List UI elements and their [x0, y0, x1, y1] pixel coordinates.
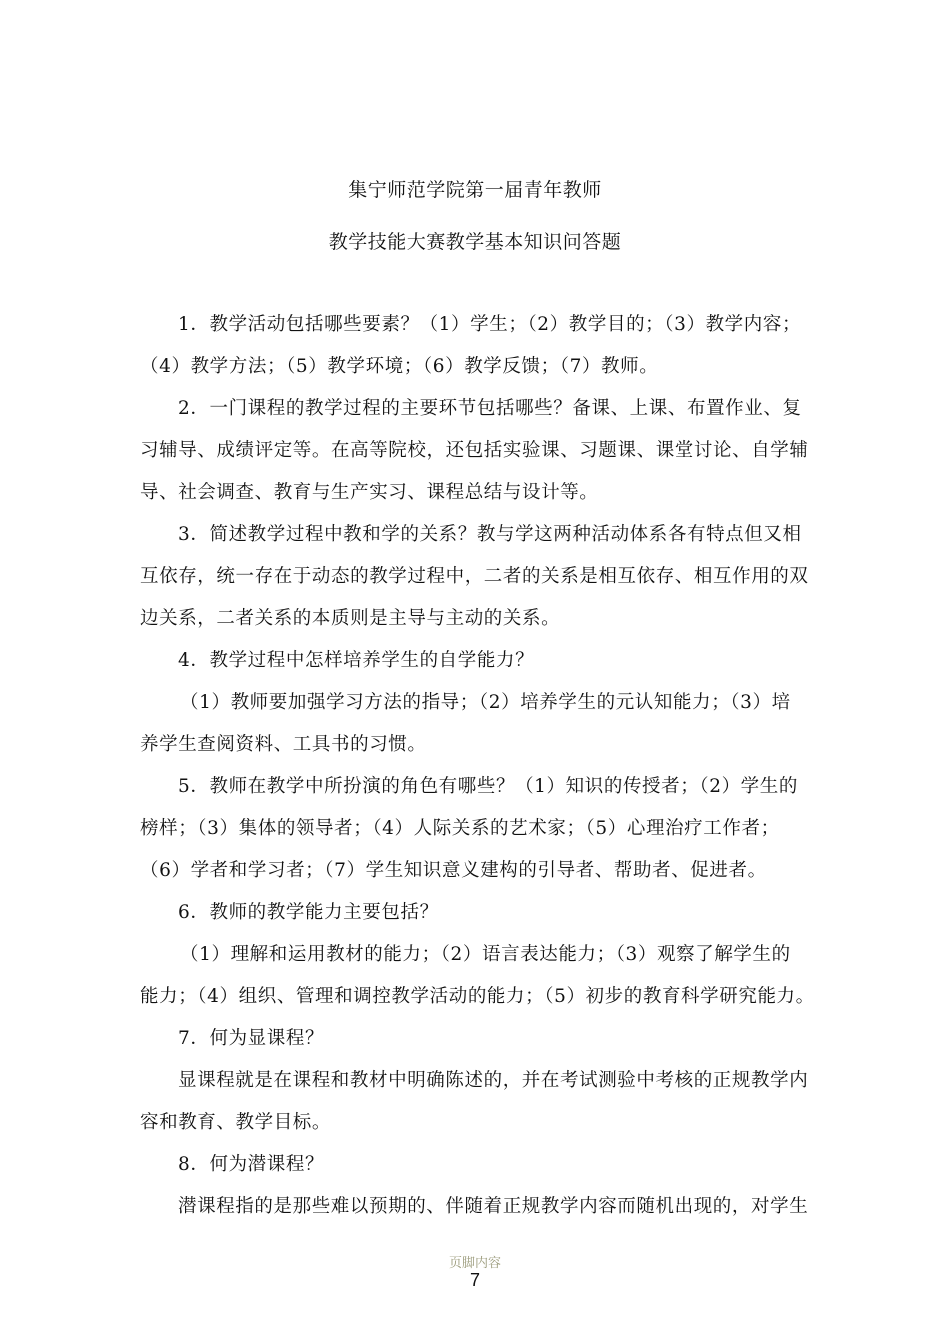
text-line: 4．教学过程中怎样培养学生的自学能力？ — [178, 650, 535, 671]
text-line: 习辅导、成绩评定等。在高等院校，还包括实验课、习题课、课堂讨论、自学辅 — [140, 440, 809, 461]
text-line: 显课程就是在课程和教材中明确陈述的，并在考试测验中考核的正规教学内 — [178, 1070, 809, 1091]
text-line: 养学生查阅资料、工具书的习惯。 — [140, 734, 427, 755]
text-line: （4）教学方法；（5）教学环境；（6）教学反馈；（7）教师。 — [140, 356, 659, 377]
document-title-line-1: 集宁师范学院第一届青年教师 — [348, 179, 602, 201]
page-number: 7 — [469, 1270, 480, 1290]
text-line: 潜课程指的是那些难以预期的、伴随着正规教学内容而随机出现的，对学生 — [178, 1196, 809, 1217]
text-line: 导、社会调查、教育与生产实习、课程总结与设计等。 — [140, 482, 599, 503]
text-line: （1）教师要加强学习方法的指导；（2）培养学生的元认知能力；（3）培 — [180, 692, 791, 713]
text-line: （6）学者和学习者；（7）学生知识意义建构的引导者、帮助者、促进者。 — [140, 860, 767, 881]
text-line: 互依存，统一存在于动态的教学过程中，二者的关系是相互依存、相互作用的双 — [140, 566, 809, 587]
text-line: 榜样；（3）集体的领导者；（4）人际关系的艺术家；（5）心理治疗工作者； — [140, 818, 780, 839]
text-line: 8．何为潜课程？ — [178, 1154, 325, 1175]
footer-label: 页脚内容 — [448, 1256, 501, 1271]
text-line: （1）理解和运用教材的能力；（2）语言表达能力；（3）观察了解学生的 — [180, 944, 791, 965]
document-title-line-2: 教学技能大赛教学基本知识问答题 — [328, 231, 622, 253]
text-line: 2．一门课程的教学过程的主要环节包括哪些？备课、上课、布置作业、复 — [178, 398, 802, 419]
text-line: 6．教师的教学能力主要包括？ — [178, 902, 439, 923]
text-line: 容和教育、教学目标。 — [140, 1112, 332, 1133]
text-line: 能力；（4）组织、管理和调控教学活动的能力；（5）初步的教育科学研究能力。 — [140, 986, 815, 1007]
text-line: 5．教师在教学中所扮演的角色有哪些？（1）知识的传授者；（2）学生的 — [178, 776, 798, 797]
text-line: 边关系，二者关系的本质则是主导与主动的关系。 — [140, 608, 561, 629]
text-line: 7．何为显课程？ — [178, 1028, 325, 1049]
text-line: 3．简述教学过程中教和学的关系？教与学这两种活动体系各有特点但又相 — [178, 524, 802, 545]
text-line: 1．教学活动包括哪些要素？（1）学生；（2）教学目的；（3）教学内容； — [178, 314, 802, 335]
